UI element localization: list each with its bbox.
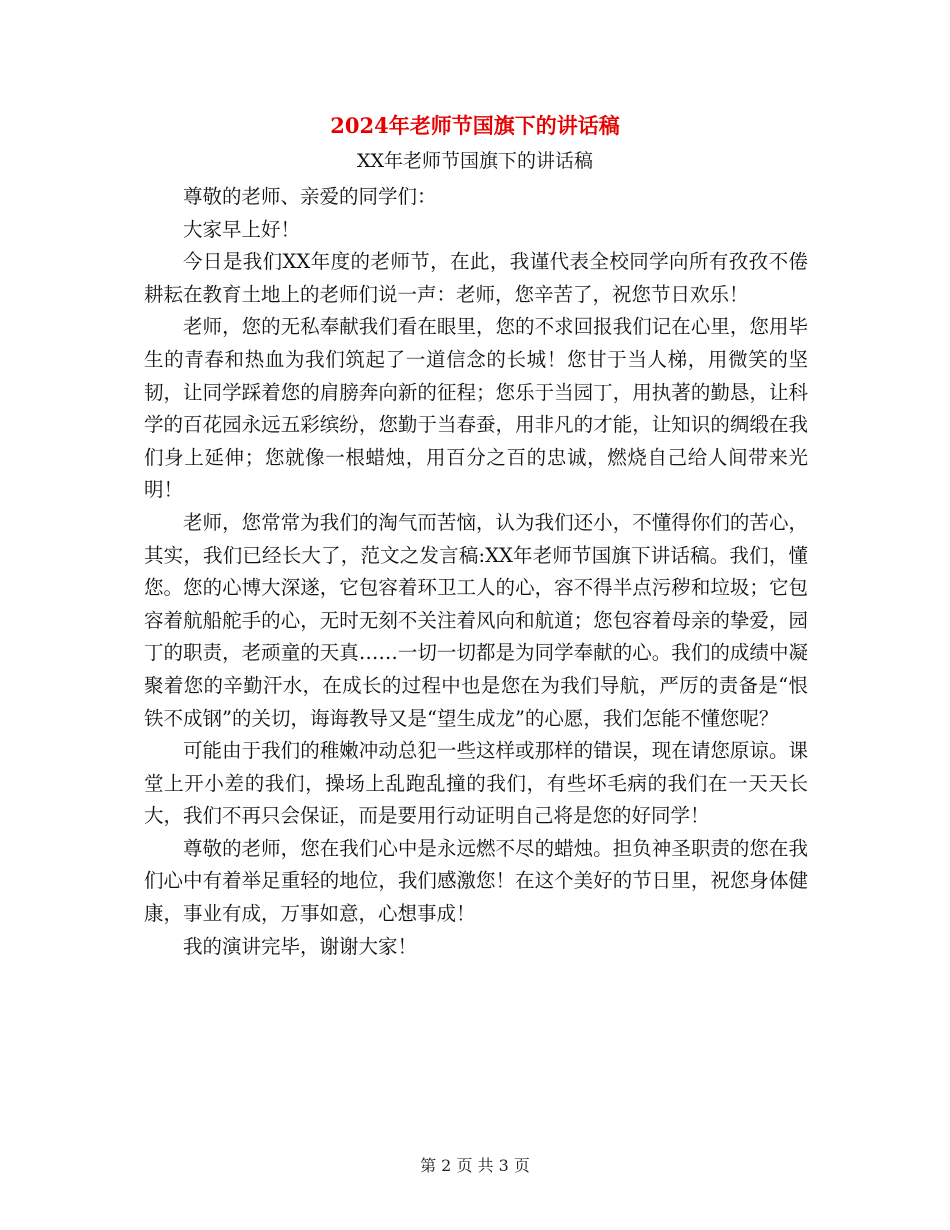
document-subtitle: XX年老师节国旗下的讲话稿 — [356, 150, 594, 172]
paragraph-1: 今日是我们XX年度的老师节，在此，我谨代表全校同学向所有孜孜不倦耕耘在教育土地上的老师们说一声：老师，您辛苦了，祝您节日欢乐！ — [144, 250, 808, 306]
paragraph-4: 可能由于我们的稚嫩冲动总犯一些这样或那样的错误，现在请您原谅。课堂上开小差的我们，操场上乱跑乱撞的我们，有些坏毛病的我们在一天天长大，我们不再只会保证，而是要用行动证明自己将是您的好同学！ — [144, 739, 808, 828]
document-title: 2024年老师节国旗下的讲话稿 — [330, 113, 620, 138]
page-number: 第 2 页 共 3 页 — [420, 1156, 530, 1175]
paragraph-5: 尊敬的老师，您在我们心中是永远燃不尽的蜡烛。担负神圣职责的您在我们心中有着举足重轻的地位，我们感激您！在这个美好的节日里，祝您身体健康，事业有成，万事如意，心想事成！ — [144, 836, 808, 926]
paragraph-2: 老师，您的无私奉献我们看在眼里，您的不求回报我们记在心里，您用毕生的青春和热血为我们筑起了一道信念的长城！您甘于当人梯，用微笑的坚韧，让同学踩着您的肩膀奔向新的征程；您乐于当园丁，用执著的勤恳，让科学的百花园永远五彩缤纷，您勤于当春蚕，用非凡的才能，让知识的绸缎在我们身上延伸；您就像一根蜡烛，用百分之百的忠诚，燃烧自己给人间带来光明！ — [144, 315, 808, 502]
paragraph-closing: 我的演讲完毕，谢谢大家！ — [183, 934, 418, 958]
paragraph-morning: 大家早上好！ — [183, 217, 301, 241]
paragraph-greeting: 尊敬的老师、亲爱的同学们： — [183, 185, 437, 208]
document-body — [144, 181, 808, 963]
paragraph-3: 老师，您常常为我们的淘气而苦恼，认为我们还小，不懂得你们的苦心，其实，我们已经长大了，范文之发言稿:XX年老师节国旗下讲话稿。我们，懂您。您的心博大深遂，它包容着环卫工人的心，容不得半点污秽和垃圾；它包容着航船舵手的心，无时无刻不关注着风向和航道；您包容着母亲的挚爱，园丁的职责，老顽童的天真……一切一切都是为同学奉献的心。我们的成绩中凝聚着您的辛勤汗水，在成长的过程中也是您在为我们导航，严厉的责备是“恨铁不成钢”的关切，诲诲教导又是“望生成龙”的心愿，我们怎能不懂您呢？ — [144, 510, 808, 730]
